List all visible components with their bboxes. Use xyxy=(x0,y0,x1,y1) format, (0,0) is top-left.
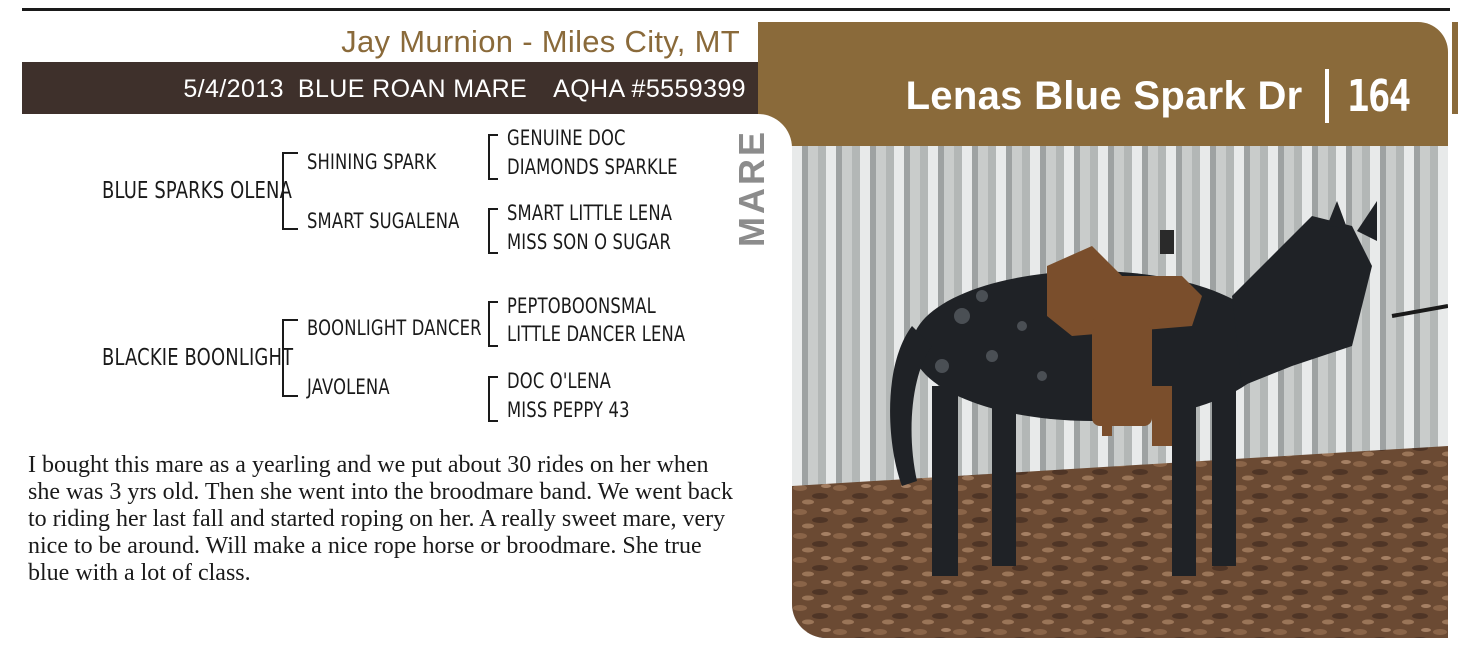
pedigree-dam-dam: JAVOLENA xyxy=(307,375,390,399)
pedigree-sire-sire: SHINING SPARK xyxy=(307,150,437,174)
pedigree-sire-dam-sire: SMART LITTLE LENA xyxy=(507,201,673,225)
dam-sire-bracket xyxy=(488,301,498,347)
dam-dam-bracket xyxy=(488,376,498,422)
pedigree-sire-dam: SMART SUGALENA xyxy=(307,209,460,233)
title-separator xyxy=(1325,69,1329,123)
horse-description: I bought this mare as a yearling and we put about 30 rides on her when she was 3 yrs old. Then she went into the broodmare band. We went back to riding her last fall and started roping on her. A really sweet mare, very nice to be around. Will make a nice rope horse or broodmare. She true blue with a lot of class. xyxy=(28,452,734,586)
title-bar xyxy=(758,22,1448,146)
horse-photo xyxy=(792,146,1448,638)
pedigree-dam: BLACKIE BOONLIGHT xyxy=(102,345,294,371)
sire-sire-bracket xyxy=(488,134,498,180)
title-row xyxy=(906,66,1420,126)
top-rule xyxy=(22,8,1450,11)
lot-number: 164 xyxy=(1346,70,1409,122)
pedigree-sire: BLUE SPARKS OLENA xyxy=(102,178,293,204)
consignor: Jay Murnion - Miles City, MT xyxy=(341,24,740,59)
pedigree-dam-sire-sire: PEPTOBOONSMAL xyxy=(507,294,656,318)
pedigree-dam-dam-dam: MISS PEPPY 43 xyxy=(507,398,630,422)
pedigree-dam-sire-dam: LITTLE DANCER LENA xyxy=(507,322,686,346)
dam-bracket xyxy=(282,319,298,397)
sire-bracket xyxy=(282,152,298,230)
sex-tab: MARE xyxy=(731,129,772,247)
pedigree-sire-sire-sire: GENUINE DOC xyxy=(507,126,626,150)
color-sex: BLUE ROAN MARE xyxy=(297,75,528,103)
horse-name: Lenas Blue Spark Dr xyxy=(905,73,1303,118)
sire-dam-bracket xyxy=(488,208,498,254)
pedigree-dam-sire: BOONLIGHT DANCER xyxy=(307,316,482,340)
info-bar xyxy=(22,62,758,114)
pedigree-sire-dam-dam: MISS SON O SUGAR xyxy=(507,230,671,254)
pedigree-sire-sire-dam: DIAMONDS SPARKLE xyxy=(507,155,678,179)
info-row xyxy=(169,62,746,114)
pedigree-dam-dam-sire: DOC O'LENA xyxy=(507,369,612,393)
edge-strip xyxy=(1452,22,1458,114)
foal-date: 5/4/2013 xyxy=(183,75,284,103)
registration-number: AQHA #5559399 xyxy=(553,75,746,103)
